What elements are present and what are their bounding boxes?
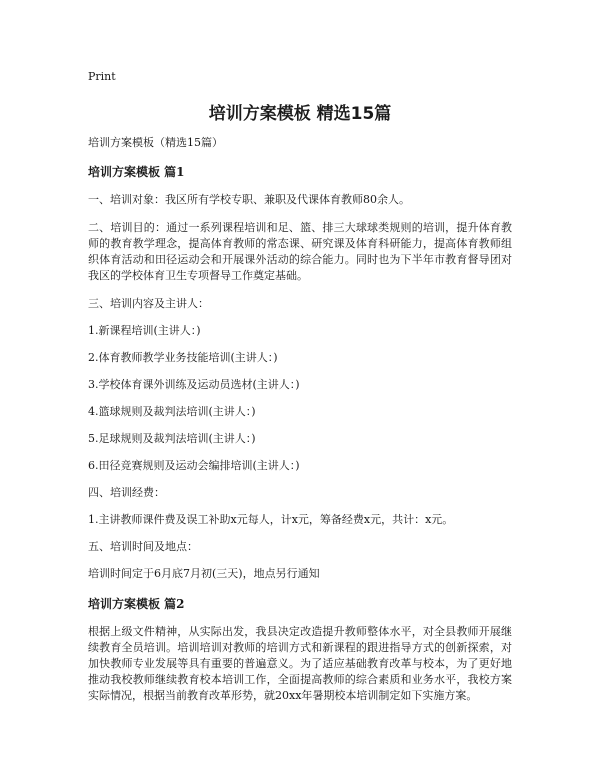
paragraph: 二、培训目的：通过一系列课程培训和足、篮、排三大球球类规则的培训，提升体育教师的教育教学理念，提高体育教师的常态课、研究课及体育科研能力，提高体育教师组织体育活动和田径运动会和开展课外活动的综合能力。同时也为下半年市教育督导团对我区的学校体育卫生专项督导工作奠定基础。 [88, 221, 512, 282]
section-1 [88, 165, 512, 582]
paragraph: 5.足球规则及裁判法培训(主讲人：) [88, 432, 256, 445]
section-heading: 培训方案模板 篇2 [88, 597, 185, 611]
paragraph: 1.新课程培训(主讲人：) [88, 324, 201, 337]
paragraph: 五、培训时间及地点： [88, 540, 198, 553]
paragraph: 一、培训对象：我区所有学校专职、兼职及代课体育教师80余人。 [88, 193, 410, 206]
document-title: 培训方案模板 精选15篇 [208, 104, 392, 124]
document-subtitle: 培训方案模板（精选15篇） [88, 136, 223, 149]
section-2 [88, 597, 512, 704]
paragraph: 4.篮球规则及裁判法培训(主讲人：) [88, 405, 256, 418]
section-heading: 培训方案模板 篇1 [88, 165, 185, 179]
print-label: Print [88, 70, 116, 83]
paragraph: 根据上级文件精神，从实际出发，我县决定改造提升教师整体水平，对全县教师开展继续教育全员培训。培训培训对教师的培训方式和新课程的跟进指导方式的创新探索，对加快教师专业发展等具有重要的普遍意义。为了适应基础教育改革与校本，为了更好地推动我校教师继续教育校本培训工作，全面提高教师的综合素质和业务水平，我校方案实际情况，根据当前教育改革形势，就20xx年暑期校本培训制定如下实施方案。 [88, 625, 512, 702]
paragraph: 2.体育教师教学业务技能培训(主讲人：) [88, 351, 278, 364]
paragraph: 三、培训内容及主讲人： [88, 297, 209, 310]
paragraph: 6.田径竞赛规则及运动会编排培训(主讲人：) [88, 459, 300, 472]
paragraph: 四、培训经费： [88, 486, 165, 499]
paragraph: 培训时间定于6月底7月初(三天)，地点另行通知 [88, 567, 320, 580]
paragraph: 1.主讲教师课件费及误工补助x元每人，计x元，筹备经费x元，共计：x元。 [88, 513, 454, 526]
paragraph: 3.学校体育课外训练及运动员选材(主讲人：) [88, 378, 300, 391]
